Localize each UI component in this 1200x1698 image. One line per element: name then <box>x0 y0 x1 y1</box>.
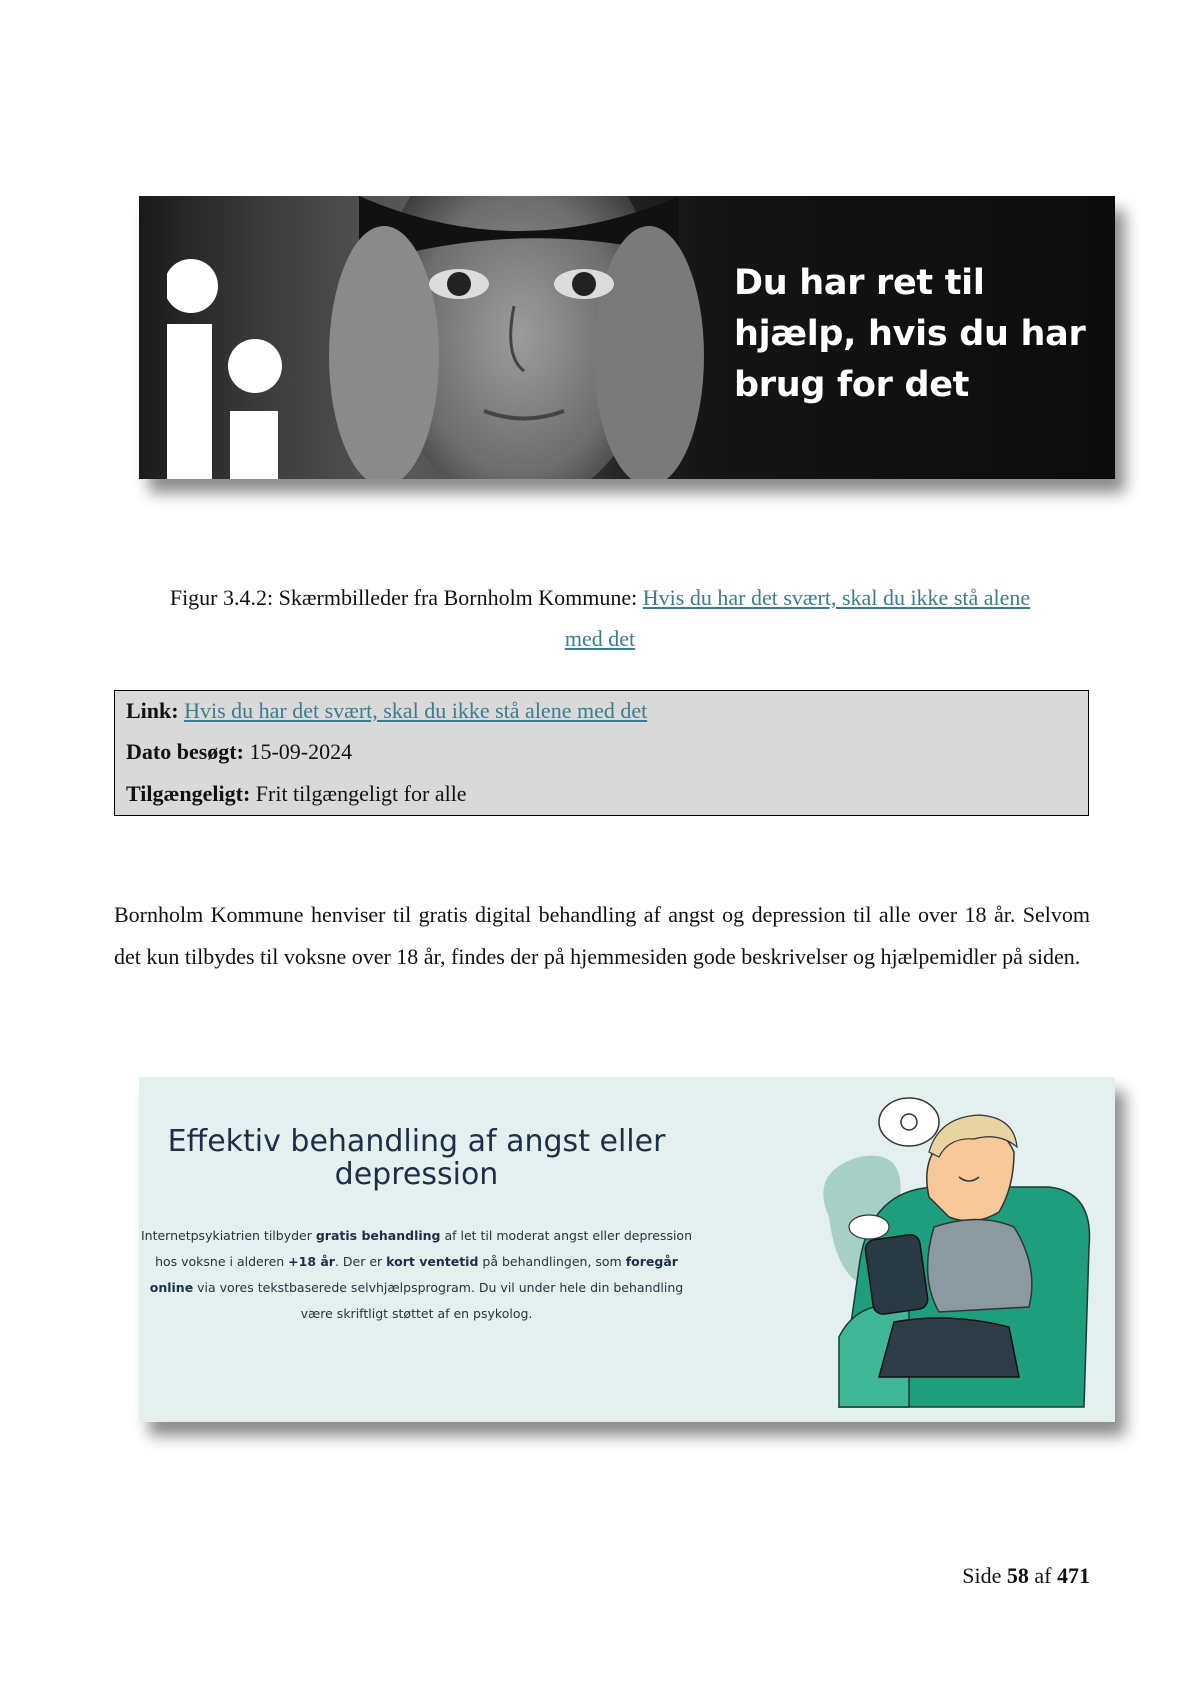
text-bold: gratis behandling <box>315 1228 441 1243</box>
info-value: Frit tilgængeligt for alle <box>255 781 467 806</box>
headline-line: hjælp, hvis du har <box>734 314 1086 354</box>
info-value: 15-09-2024 <box>249 739 353 764</box>
text-fragment: Internetpsykiatrien tilbyder <box>140 1228 316 1243</box>
page-number <box>945 1561 1090 1591</box>
banner-photo <box>139 196 1115 479</box>
caption-link-continued[interactable]: med det <box>564 626 636 651</box>
text-bold: +18 år <box>288 1254 335 1269</box>
text-fragment: via vores tekstbaserede selvhjælpsprogram. Du vil under hele din behandling være skriftligt støttet af en psykolog. <box>193 1280 684 1321</box>
info-label: Tilgængeligt: <box>126 781 251 806</box>
treatment-banner <box>139 1077 1115 1422</box>
caption-link[interactable]: Hvis du har det svært, skal du ikke stå alene <box>642 585 1031 610</box>
footer-total: 471 <box>1057 1563 1090 1588</box>
body-paragraph: Bornholm Kommune henviser til gratis digital behandling af angst og depression til alle over 18 år. Selvom det kun tilbydes til voksne over 18 år, findes der på hjemmesiden gode beskrivelser og hjælpemidler på siden. <box>114 902 1090 969</box>
headline-line: Du har ret til <box>734 263 985 303</box>
title-line: Effektiv behandling af angst eller <box>167 1124 666 1159</box>
banner-image-2 <box>139 1077 1115 1422</box>
child-face-photo <box>289 196 709 479</box>
footer-of-label: af <box>1034 1563 1052 1588</box>
info-row-date <box>126 731 1077 773</box>
text-bold: foregår online <box>149 1254 678 1295</box>
banner-headline <box>734 258 1094 411</box>
banner2-title <box>139 1125 694 1191</box>
footer-page: 58 <box>1006 1563 1029 1588</box>
banner-image-1 <box>139 196 1115 479</box>
info-link[interactable]: Hvis du har det svært, skal du ikke stå alene med det <box>184 698 648 723</box>
text-fragment: af let til moderat angst eller depression hos voksne i alderen <box>155 1228 692 1269</box>
info-box <box>114 690 1089 816</box>
text-fragment: på behandlingen, som <box>478 1254 626 1269</box>
info-row-access <box>126 773 1077 815</box>
info-label: Dato besøgt: <box>126 739 244 764</box>
text-fragment: . Der er <box>334 1254 387 1269</box>
person-armchair-illustration <box>799 1077 1115 1422</box>
banner2-description <box>139 1223 694 1327</box>
text-bold: kort ventetid <box>386 1254 479 1269</box>
headline-line: brug for det <box>734 365 970 405</box>
info-row-link <box>126 691 1077 731</box>
figure-caption <box>120 577 1080 659</box>
title-line: depression <box>334 1157 499 1192</box>
logo-icon <box>167 196 297 479</box>
info-label: Link: <box>126 698 179 723</box>
footer-side-label: Side <box>962 1563 1002 1588</box>
caption-prefix: Figur 3.4.2: Skærmbilleder fra Bornholm Kommune: <box>169 585 643 610</box>
